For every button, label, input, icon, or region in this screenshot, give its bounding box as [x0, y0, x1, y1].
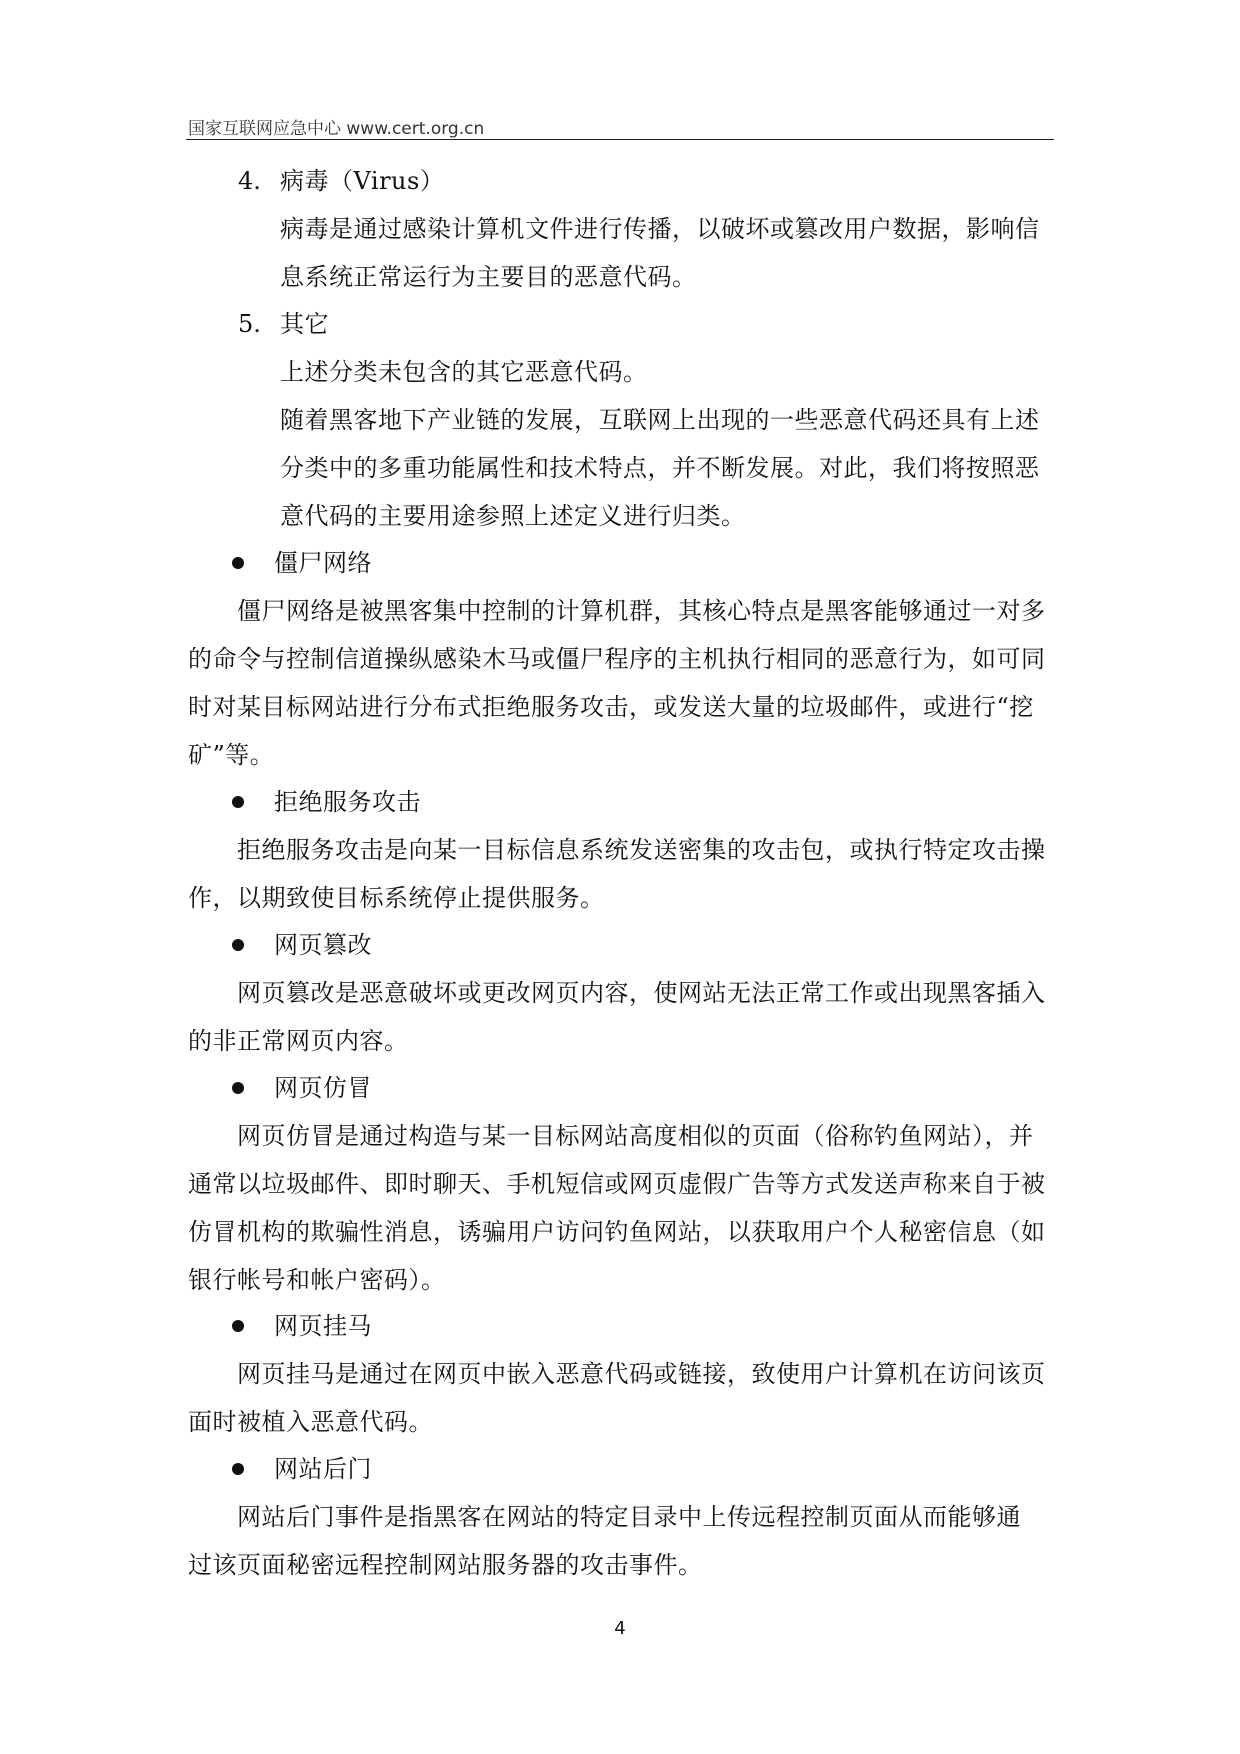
paragraph-line: 随着黑客地下产业链的发展，互联网上出现的一些恶意代码还具有上述: [280, 406, 1040, 434]
page-number: 4: [614, 1618, 626, 1639]
item-number-other: 5.: [238, 310, 261, 338]
section-title-backdoor: 网站后门: [274, 1455, 372, 1483]
paragraph-line: 面时被植入恶意代码。: [188, 1408, 433, 1436]
bullet-icon: [232, 557, 244, 569]
header-divider: [186, 139, 1054, 140]
paragraph-line: 网页篡改是恶意破坏或更改网页内容，使网站无法正常工作或出现黑客插入: [237, 979, 1046, 1007]
paragraph-line: 作，以期致使目标系统停止提供服务。: [188, 884, 605, 912]
paragraph-line: 分类中的多重功能属性和技术特点，并不断发展。对此，我们将按照恶: [280, 454, 1040, 482]
section-title-botnet: 僵尸网络: [274, 549, 372, 577]
paragraph-line: 病毒是通过感染计算机文件进行传播，以破坏或篡改用户数据，影响信: [280, 215, 1040, 243]
paragraph-line: 上述分类未包含的其它恶意代码。: [280, 358, 648, 386]
bullet-icon: [232, 796, 244, 808]
bullet-icon: [232, 1320, 244, 1332]
paragraph-line: 网站后门事件是指黑客在网站的特定目录中上传远程控制页面从而能够通: [237, 1503, 1021, 1531]
section-title-defacement: 网页篡改: [274, 931, 372, 959]
paragraph-line: 网页挂马是通过在网页中嵌入恶意代码或链接，致使用户计算机在访问该页: [237, 1360, 1046, 1388]
paragraph-line: 通常以垃圾邮件、即时聊天、手机短信或网页虚假广告等方式发送声称来自于被: [188, 1170, 1046, 1198]
running-header: 国家互联网应急中心 www.cert.org.cn: [188, 119, 485, 139]
paragraph-line: 僵尸网络是被黑客集中控制的计算机群，其核心特点是黑客能够通过一对多: [237, 597, 1046, 625]
paragraph-line: 网页仿冒是通过构造与某一目标网站高度相似的页面（俗称钓鱼网站），并: [237, 1122, 1034, 1150]
paragraph-line: 时对某目标网站进行分布式拒绝服务攻击，或发送大量的垃圾邮件，或进行“挖: [188, 693, 1034, 721]
bullet-icon: [232, 1082, 244, 1094]
item-title-virus: 病毒（Virus）: [280, 167, 445, 195]
paragraph-line: 过该页面秘密远程控制网站服务器的攻击事件。: [188, 1551, 703, 1579]
paragraph-line: 拒绝服务攻击是向某一目标信息系统发送密集的攻击包，或执行特定攻击操: [237, 836, 1046, 864]
paragraph-line: 仿冒机构的欺骗性消息，诱骗用户访问钓鱼网站，以获取用户个人秘密信息（如: [188, 1218, 1046, 1246]
paragraph-line: 银行帐号和帐户密码）。: [188, 1266, 446, 1294]
paragraph-line: 矿”等。: [188, 741, 275, 769]
section-title-phishing: 网页仿冒: [274, 1074, 372, 1102]
section-title-dos: 拒绝服务攻击: [274, 788, 421, 816]
item-title-other: 其它: [280, 310, 329, 338]
section-title-trojan-implant: 网页挂马: [274, 1312, 372, 1340]
bullet-icon: [232, 1463, 244, 1475]
item-number-virus: 4.: [238, 167, 261, 195]
paragraph-line: 息系统正常运行为主要目的恶意代码。: [280, 263, 697, 291]
paragraph-line: 的命令与控制信道操纵感染木马或僵尸程序的主机执行相同的恶意行为，如可同: [188, 645, 1046, 673]
bullet-icon: [232, 939, 244, 951]
paragraph-line: 意代码的主要用途参照上述定义进行归类。: [280, 502, 746, 530]
paragraph-line: 的非正常网页内容。: [188, 1027, 409, 1055]
